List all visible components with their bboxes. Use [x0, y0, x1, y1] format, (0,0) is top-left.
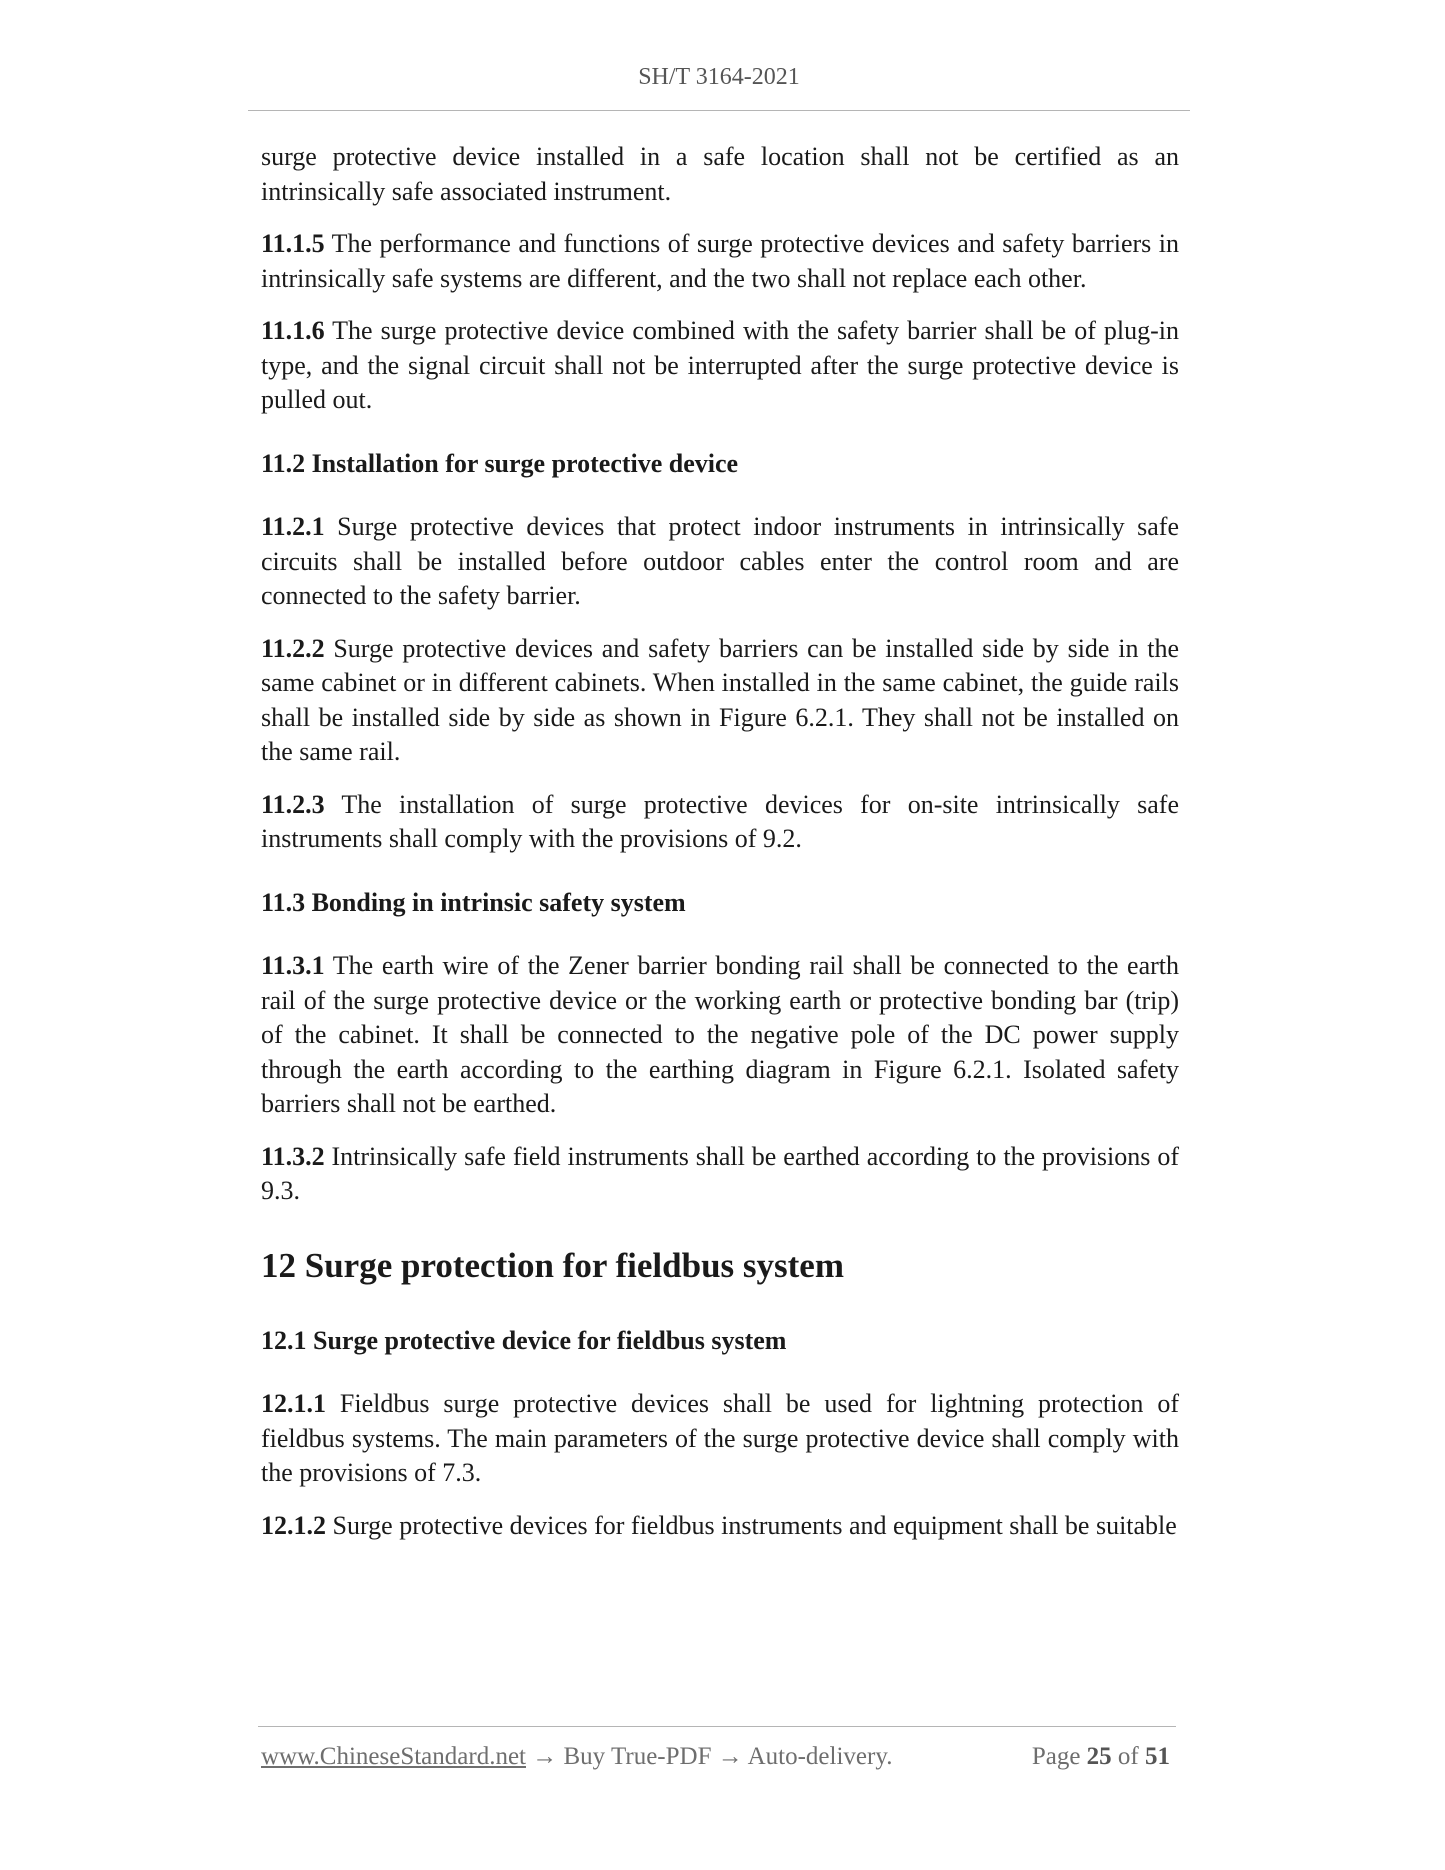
- footer-promo-text: → Buy True-PDF → Auto-delivery.: [526, 1743, 893, 1770]
- page-content: [261, 140, 1179, 1543]
- clause-text: The surge protective device combined with the safety barrier shall be of plug-in type, and the signal circuit shall not be interrupted after the surge protective device is pulled out.: [261, 316, 1179, 414]
- clause-number: 12.1.2: [261, 1510, 326, 1540]
- chapter-heading-12: 12 Surge protection for fieldbus system: [261, 1245, 844, 1285]
- document-header: SH/T 3164-2021: [638, 64, 800, 90]
- clause-number: 11.2.1: [261, 512, 325, 541]
- clause-number: 11.2.2: [261, 633, 325, 663]
- clause-text: Surge protective devices for fieldbus instruments and equipment shall be suitable: [326, 1510, 1177, 1540]
- clause-11-2-2: [261, 632, 1179, 770]
- clause-11-3-1: [261, 949, 1179, 1122]
- section-heading-11-2: 11.2 Installation for surge protective device: [261, 448, 739, 478]
- clause-11-1-6: [261, 314, 1179, 418]
- footer-divider: [258, 1726, 1176, 1727]
- of-label: of: [1111, 1743, 1145, 1770]
- header-divider: [248, 110, 1190, 111]
- section-heading-11-3: 11.3 Bonding in intrinsic safety system: [261, 887, 686, 917]
- clause-11-1-5: [261, 227, 1179, 296]
- clause-text: The installation of surge protective devices for on-site intrinsically safe instruments shall comply with the provisions of 9.2.: [261, 789, 1179, 853]
- website-link[interactable]: www.ChineseStandard.net: [261, 1743, 526, 1770]
- clause-text: Surge protective devices that protect indoor instruments in intrinsically safe circuits shall be installed before outdoor cables enter the control room and are connected to the safety barrier.: [261, 512, 1179, 610]
- section-heading-12-1: 12.1 Surge protective device for fieldbus system: [261, 1325, 787, 1355]
- clause-text: Fieldbus surge protective devices shall be used for lightning protection of fieldbus systems. The main parameters of the surge protective device shall comply with the provisions of 7.3.: [261, 1389, 1179, 1487]
- clause-11-2-1: [261, 510, 1179, 614]
- total-page-count: 51: [1145, 1743, 1170, 1770]
- clause-12-1-1: [261, 1387, 1179, 1491]
- page-label: Page: [1031, 1743, 1087, 1770]
- clause-text: Surge protective devices and safety barriers can be installed side by side in the same cabinet or in different cabinets. When installed in the same cabinet, the guide rails shall be installed side by side as shown in Figure 6.2.1. They shall not be installed on the same rail.: [261, 633, 1179, 766]
- clause-text: The earth wire of the Zener barrier bonding rail shall be connected to the earth rail of the surge protective device or the working earth or protective bonding bar (trip) of the cabinet. It shall be connected to the negative pole of the DC power supply through the earth according to the earthing diagram in Figure 6.2.1. Isolated safety barriers shall not be earthed.: [261, 951, 1179, 1118]
- clause-11-3-2: [261, 1140, 1179, 1209]
- clause-12-1-2: [261, 1509, 1179, 1544]
- clause-number: 11.1.5: [261, 229, 325, 258]
- clause-number: 11.3.1: [261, 951, 325, 980]
- clause-11-2-3: [261, 788, 1179, 857]
- clause-number: 12.1.1: [261, 1389, 326, 1418]
- clause-number: 11.3.2: [261, 1141, 325, 1171]
- clause-text: Intrinsically safe field instruments shall be earthed according to the provisions of 9.3.: [261, 1141, 1179, 1205]
- paragraph-continuation: surge protective device installed in a safe location shall not be certified as an intrinsically safe associated instrument.: [261, 142, 1179, 206]
- clause-number: 11.2.3: [261, 789, 325, 819]
- footer-promo: [261, 1743, 892, 1771]
- page-indicator: [1032, 1743, 1170, 1771]
- clause-number: 11.1.6: [261, 316, 325, 345]
- current-page-number: 25: [1086, 1743, 1112, 1770]
- clause-text: The performance and functions of surge protective devices and safety barriers in intrinsically safe systems are different, and the two shall not replace each other.: [261, 229, 1179, 293]
